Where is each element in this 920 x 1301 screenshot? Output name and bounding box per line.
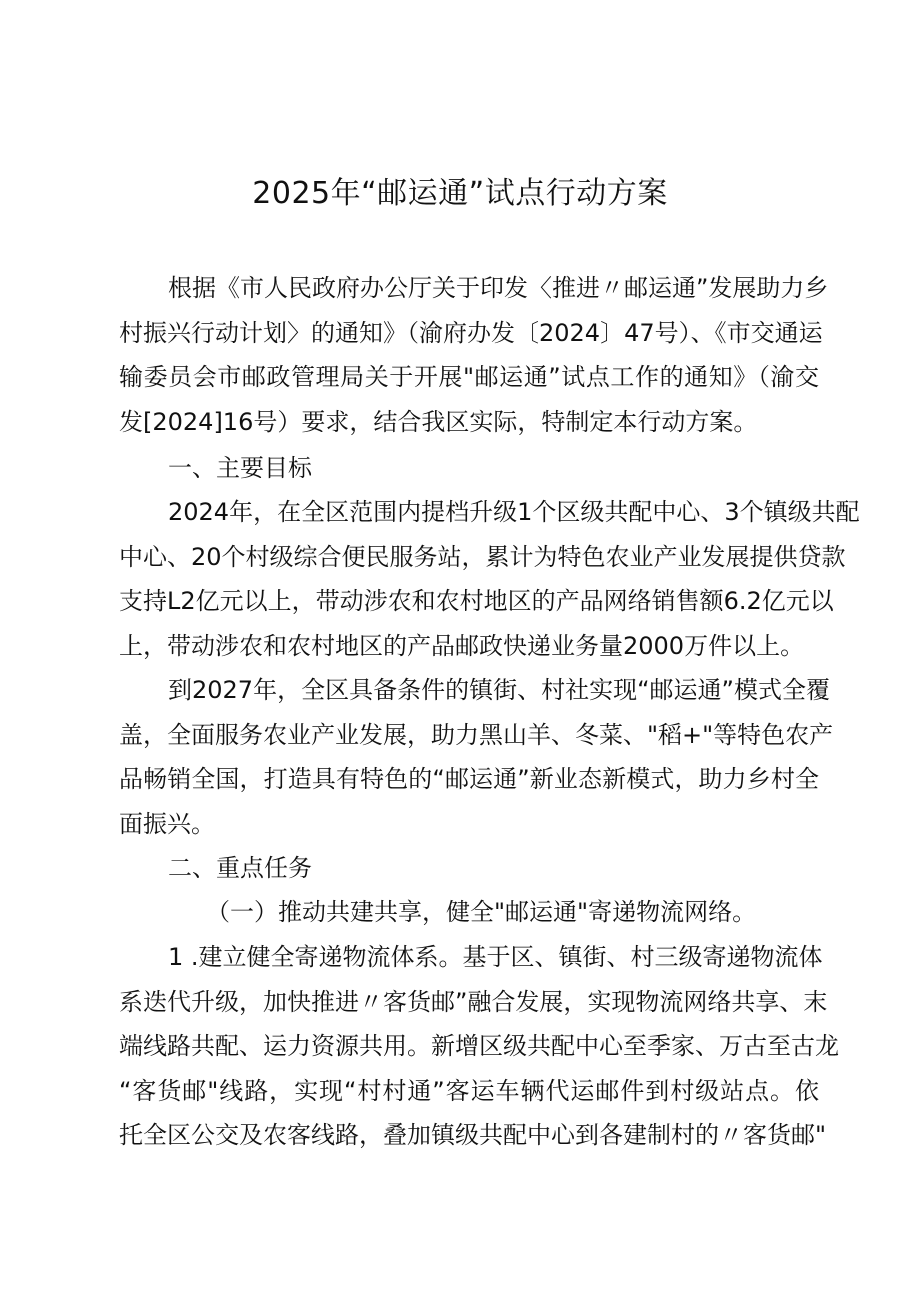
section-heading-main-goals — [119, 446, 819, 491]
goal-2027-line: 盖，全面服务农业产业发展，助力黑山羊、冬菜、"稻+"等特色农产 — [119, 720, 834, 749]
task-1-line: 系迭代升级，加快推进〃客货邮”融合发展，实现物流网络共享、末 — [119, 987, 828, 1016]
goal-2027-line: 品畅销全国，打造具有特色的“邮运通”新业态新模式，助力乡村全 — [119, 765, 819, 793]
section-heading-text: 一、主要目标 — [168, 454, 312, 482]
goal-2024-line: 中心、20个村级综合便民服务站，累计为特色农业产业发展提供贷款 — [119, 542, 846, 571]
intro-paragraph — [119, 266, 829, 444]
intro-line: 村振兴行动计划〉的通知》（渝府办发〔2024〕47号）、《市交通运 — [119, 318, 823, 347]
goal-2027-line: 面振兴。 — [119, 809, 215, 838]
section-heading-text: 二、重点任务 — [168, 854, 312, 882]
goal-2024-line: 支持L2亿元以上，带动涉农和农村地区的产品网络销售额6.2亿元以 — [119, 587, 834, 615]
subsection-heading-text: （一）推动共建共享，健全"邮运通"寄递物流网络。 — [206, 898, 757, 926]
intro-line: 输委员会市邮政管理局关于开展"邮运通”试点工作的通知》（渝交 — [119, 363, 819, 391]
intro-line: 根据《市人民政府办公厅关于印发〈推进〃邮运通”发展助力乡 — [168, 274, 829, 302]
task-1-paragraph — [119, 935, 839, 1158]
document-title: 2025年“邮运通”试点行动方案 — [252, 176, 668, 211]
goal-2024-paragraph — [119, 490, 860, 668]
goal-2024-line: 上，带动涉农和农村地区的产品邮政快递业务量2000万件以上。 — [119, 631, 805, 660]
task-1-line: 托全区公交及农客线路，叠加镇级共配中心到各建制村的〃客货邮" — [119, 1121, 827, 1149]
task-1-line: 端线路共配、运力资源共用。新增区级共配中心至季家、万古至古龙 — [119, 1032, 839, 1060]
goal-2027-line: 到2027年，全区具备条件的镇街、村社实现“邮运通”模式全覆 — [168, 676, 830, 704]
goal-2024-line: 2024年，在全区范围内提档升级1个区级共配中心、3个镇级共配 — [168, 498, 860, 526]
section-heading-key-tasks — [119, 846, 819, 891]
intro-line: 发[2024]16号）要求，结合我区实际，特制定本行动方案。 — [119, 407, 758, 436]
goal-2027-paragraph — [119, 668, 834, 846]
task-1-line: “客货邮"线路，实现“村村通”客运车辆代运邮件到村级站点。依 — [119, 1076, 819, 1105]
subsection-heading — [119, 890, 819, 935]
task-1-line: 1 .建立健全寄递物流体系。基于区、镇街、村三级寄递物流体 — [168, 943, 823, 971]
